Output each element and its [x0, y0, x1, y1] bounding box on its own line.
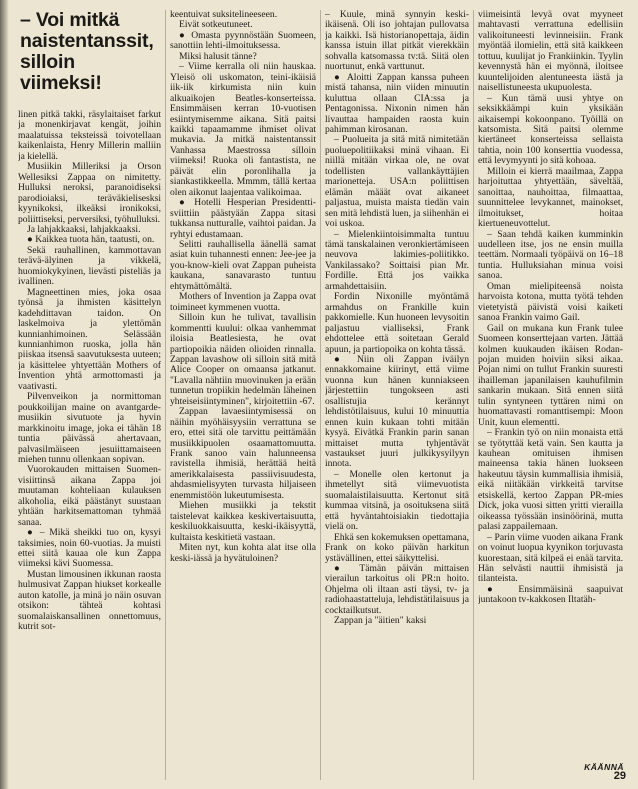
article-paragraph: ● Tämän päivän mittaisen vierailun tarkoitus oli PR:n hoito. Ohjelma oli iltaan asti täysi, tv- ja radiohaastatteluja, lehdistätilaisuus ja cocktailkutsut.: [325, 563, 469, 616]
article-paragraph: Fordin Nixonille myöntämä armahdus on Frankille kuin pakkomielle. Kun huoneen levysoitin paljastuu vialliseksi, Frank ehdottelee että soitetaan Gerald apuun, ja partiopoika on kohta tässä.: [325, 291, 469, 355]
column-body: [18, 110, 161, 633]
turn-page-label: KÄÄNNÄ: [584, 762, 624, 772]
article-paragraph: Sekä rauhallinen, kammottavan terävä-älyinen ja vikkelä, huomiokykyinen, lievästi pisteliäs ja ivallinen.: [18, 244, 161, 288]
column-2: [170, 10, 316, 770]
column-body: [478, 10, 623, 606]
article-paragraph: Ja lahjakkaaksi, lahjakkaaksi.: [27, 223, 141, 235]
column-body: [170, 10, 316, 564]
article-paragraph: Miten nyt, kun kohta alat itse olla keski-iässä ja hyvätuloinen?: [170, 542, 316, 564]
article-paragraph: – Mielenkiintoisimmalta tuntuu tämä tanskalainen veronkiertämiseen neuvova lakimies-poliitikko. Vankilassako? Soittaisi pian Mr. Fordille. Että jos vaikka armahdettaisiin.: [325, 228, 469, 292]
article-paragraph: Eivät sotkeutuneet.: [179, 19, 253, 31]
article-paragraph: linen pitkä takki, räsylaitaiset farkut ja monenkirjavat kengät, joihin maalatuissa teksteissä toivotellaan kaikenlaista, Henry Millerin malliin ja kielellä.: [18, 109, 161, 162]
article-paragraph: Oman mielipiteensä noista harvoista kotona, mutta työtä tehden vietetyistä päivistä voisi kaiketi sanoa Frankin vaimo Gail.: [478, 280, 623, 324]
article-paragraph: ● Ensimmäisinä saapuivat juntakoon tv-kakkosen Iltatäh-: [478, 583, 623, 606]
headline-line: viimeksi!: [20, 72, 102, 94]
article-paragraph: Zappan lavaesiintymisessä on näihin myöhäisyysiin verrattuna se ero, ettei sitä ole tarvittu peittämään musiikkipuolen osaamattomuutta. Frank sanoo vain halunneensa ravistella ihmisiä, herättää heitä amerikkalaisesta passiivisuudesta, ahdasmielisyyten turvasta hiljaiseen enemmistöön lukeutumisesta.: [170, 406, 316, 501]
article-paragraph: ● Niin oli Zappan iväilyn ennakkomaine kiirinyt, että viime vuonna kun hänen kunniakseen järjestettiin tungokseen asti osallistujia kerännyt lehdistötilaisuus, kului 10 minuuttia ennen kuin kukaan tohti mitään kysyä. Eivätkä Frankin parin sanan mittaiset mutta tyhjentävät vastaukset juuri julkikysyilyyn innota.: [325, 353, 469, 470]
article-paragraph: Mothers of Invention ja Zappa ovat toimineet kymmenen vuotta.: [170, 291, 316, 313]
article-paragraph: – Kuule, minä synnyin keski-ikäisenä. Oli iso johtajan pullovatsa ja kaikki. Isä historianopettaja, äidin kanssa istuin illat pitkät vierekkäin sohvalla katsomassa tv:tä. Siitä olen nuortunut, enkä varttunut.: [325, 10, 469, 73]
column-4: [478, 10, 623, 770]
article-paragraph: – Parin viime vuoden aikana Frank on voinut luopua kyynikon torjuvasta kuorestaan, sitä kilpeä ei enää tarvita. Hän selvästi nauttii ihmisistä ja tilanteista.: [478, 531, 623, 585]
article-paragraph: – Viime kerralla oli niin hauskaa. Yleisö oli uskomaton, teini-ikäisiä iik-iik kirkumista niin kuin alkuaikojen Beatles-konserteissa. Ensimmäisen kerran 10-vuotisen esiintymisemme aikana. Sitä paitsi kaikki tapaamamme ihmiset olivat mukavia. Ja mitkä naistentanssit Vanhassa Maestrossa silloin viimeksi! Ruoka oli fantastista, ne päivät elin poronlihalla ja siankastikkeella. Mmmm, tällä kertaa olen aikonut laajentaa valikoimaa.: [170, 61, 316, 198]
article-paragraph: Miehen musiikki ja tekstit taistelevat kaikkea keskivertaisuutta, keskiluokkaisuutta, keski-ikäisyyttä, kultaista keskitietä vastaan.: [170, 500, 316, 543]
article-paragraph: viimeisintä levyä ovat myyneet mahtavasti verrattuna edellisiin valikoituneesti levinneisiin. Frank myöntää ilomielin, että sitä kaikkeen tottuu, kuulijat jo Frankiinkin. Tyylin kevennystä hän ei myönnä, iloitsee kuuntelijoiden alentuneesta iästä ja naisellistuneesta ukupuolesta.: [478, 10, 623, 94]
column-rule: [165, 10, 166, 780]
article-paragraph: Pilvenveikon ja normittoman poukkoilijan maine on avantgarde-musiikin sivutuote ja hyvin markkinoitu image, joka ei tähän 18 tuntia päivässä ahertavaan, palvasilmäiseen jesuiittamaiseen miehen tunnu ollenkaan sopivan.: [18, 391, 161, 465]
article-paragraph: – Puolueita ja sitä mitä nimitetään puoluepolitiikaksi minä vihaan. Ei niillä mitään virkaa ole, ne ovat todellisten vallankäyttäjien marionetteja. USA:n poliittisen elämän määät ovat aikaneet paljastua, muista maista tiedän vain sen mitä lehdistä luen, ja siihenhän ei voi uskoa.: [325, 134, 469, 230]
article-paragraph: Zappan ja "äitien" kaksi: [334, 615, 427, 627]
article-paragraph: – Frankin työ on niin monaista että se työtyttää ketä vain. Sen kautta ja kauhean omituisen ihmisen maineensa takia hänen luokseen hakeutuu täysin kummallisia ihmisiä, eikä niitäkään virkkeitä tarvitse etsiskellä, kertoo Zappan PR-mies Dick, joka vuosi sitten yritti vierailla oikeassa työssään insinöörinä, mutta palasi zappailemaan.: [478, 427, 623, 533]
article-paragraph: Magneettinen mies, joka osaa työnsä ja ihmisten käsittelyn kadehdittavan taidon. On laskelmoiva ja ylettömän kunnianhimoinen. Selässään kunnianhimon ruoska, jolla hän piiskaa itsensä saavutuksesta uuteen; ja käsittelee yhtyettään Mothers of Invention yhtä armottomasti ja vaativasti.: [18, 286, 161, 392]
article-paragraph: keentuivat suksitelineeseen.: [170, 10, 278, 20]
headline-line: naistentanssit,: [20, 30, 154, 52]
column-body: [325, 10, 469, 627]
article-paragraph: Musiikin Milleriksi ja Orson Wellesiksi Zappaa on nimitetty. Hulluksi neroksi, paranoidiseksi parodioiaksi, teräväkielisesksi kyynikoksi, ilkeäksi ironikoksi, poliittiseksi, perversiksi, työhulluksi.: [18, 161, 161, 225]
headline: [20, 10, 161, 94]
article-paragraph: Selitti rauhallisella äänellä samat asiat kuin tuhannesti ennen: Jee-jee ja you-know-kieli ovat Zappan puheista kaukana, sanavarasto tuntuu ehtymättömältä.: [170, 238, 316, 292]
column-rule: [320, 10, 321, 780]
column-3: [325, 10, 469, 770]
headline-line: silloin: [20, 51, 75, 73]
article-paragraph: Gail on mukana kun Frank tulee Suomeen konserttejaan varten. Jättää kolmen kuukauden ikäisen Rodan-pojan muiden hoiviin siksi aikaa. Pojan nimi on tullut Frankin suuresti ihailleman japanilaisen kauhufilmin sankarin mukaan. Sitä ennen siitä tulin syntyneen tyttären nimi on huomattavasti romanttisempi: Moon Unit, kuun elementti.: [478, 322, 623, 428]
article-paragraph: Ehkä sen kokemuksen opettamana, Frank on koko päivän harkitun ystävällinen, ettei säikyttelisi.: [325, 531, 469, 564]
column-1: [18, 10, 161, 770]
column-rule: [473, 10, 474, 780]
article-paragraph: ● Aloitti Zappan kanssa puheen mistä tahansa, niin viiden minuutin kuluttua ollaan CIA:ssa ja Pentagonissa. Nixonin nimen hän livauttaa hampaiden raosta kuin pahimman kirosanan.: [325, 71, 469, 135]
article-paragraph: Mustan limousinen ikkunan raosta hulmusivat Zappan hiukset korkealle auton katolle, ja minä jo näin osuvan otsikon: tähteä kohtasi suomalaiskansallinen onnettomuus, kutrit sot-: [18, 568, 161, 633]
headline-line: – Voi mitkä: [20, 10, 120, 31]
article-paragraph: – Saan tehdä kaiken kumminkin uudelleen itse, jos ne ensin muilla teettäm. Normaali työpäivä on 16–18 tuntia. Hulluksiahan minua voisi sanoa.: [478, 228, 623, 282]
article-paragraph: ● Omasta pyynnöstään Suomeen, sanottiin lehti-ilmoituksessa.: [170, 29, 316, 52]
article-paragraph: ● Kaikkea tuota hän, taatusti, on.: [27, 234, 155, 246]
page-number: 29: [613, 770, 626, 782]
article-paragraph: – Monelle olen kertonut ja ihmetellyt sitä viimevuotista suomalaistilaisuutta. Kertonut sitä kummaa vitsinä, ja osoituksena siitä että hyväntahtoisiakin tiedottajia vielä on.: [325, 468, 469, 533]
article-paragraph: – Kun tämä uusi yhtye on seksikkäämpi kuin yksikään aikaisempi kokoonpano. Työillä on katsomista. Sitä paitsi olemme kiertäneet konserteissa sellaista tahtia, noin 100 konserttia vuodessa, että levymyynti jo sitä kohoaa.: [478, 92, 623, 167]
article-paragraph: Milloin ei kierrä maailmaa, Zappa harjoituttaa yhtyettään, säveltää, sanoittaa, nauhoittaa, filmaattaa, suunnittelee levykannet, mainokset, ilmoitukset, hoitaa kiertueneuvottelut.: [478, 165, 623, 230]
article-paragraph: Vuorokauden mittaisen Suomen-visiittinsä aikana Zappa joi muutaman kohteliaan kulauksen alkoholia, eikä päästänyt suustaan yhtään harkitsemattoman tyhmää sanaa.: [18, 464, 161, 528]
article-paragraph: Miksi halusit tänne?: [179, 50, 257, 62]
page-gutter-shadow: [0, 0, 9, 789]
article-paragraph: ● – Mikä sheikki tuo on, kysyi taksimies, noin 60-vuotias. Ja muisti ettei siitä kauaa ole kun Zappa viimeksi kävi Suomessa.: [18, 527, 161, 570]
article-paragraph: Silloin kun he tulivat, tavallisin kommentti kuului: olkaa vanhemmat iloisia Beatlesiesta, he ovat partiopoikia näiden olioiden rinnalla. Zappan lavashow oli silloin sitä mitä Alice Cooper on omaansa jatkanut. "Lavalla nähtiin muovinuken ja erään tunnetun tropiikin hedelmän läheinen yhteiseisiintyminen", kirjoitettiin -67.: [170, 312, 316, 407]
article-paragraph: ● Hotelli Hesperian Presidentti-sviittiin päästyään Zappa sitasi tukkansa nutturalle, vaihtoi paidan. Ja ryhtyi edustamaan.: [170, 197, 316, 240]
